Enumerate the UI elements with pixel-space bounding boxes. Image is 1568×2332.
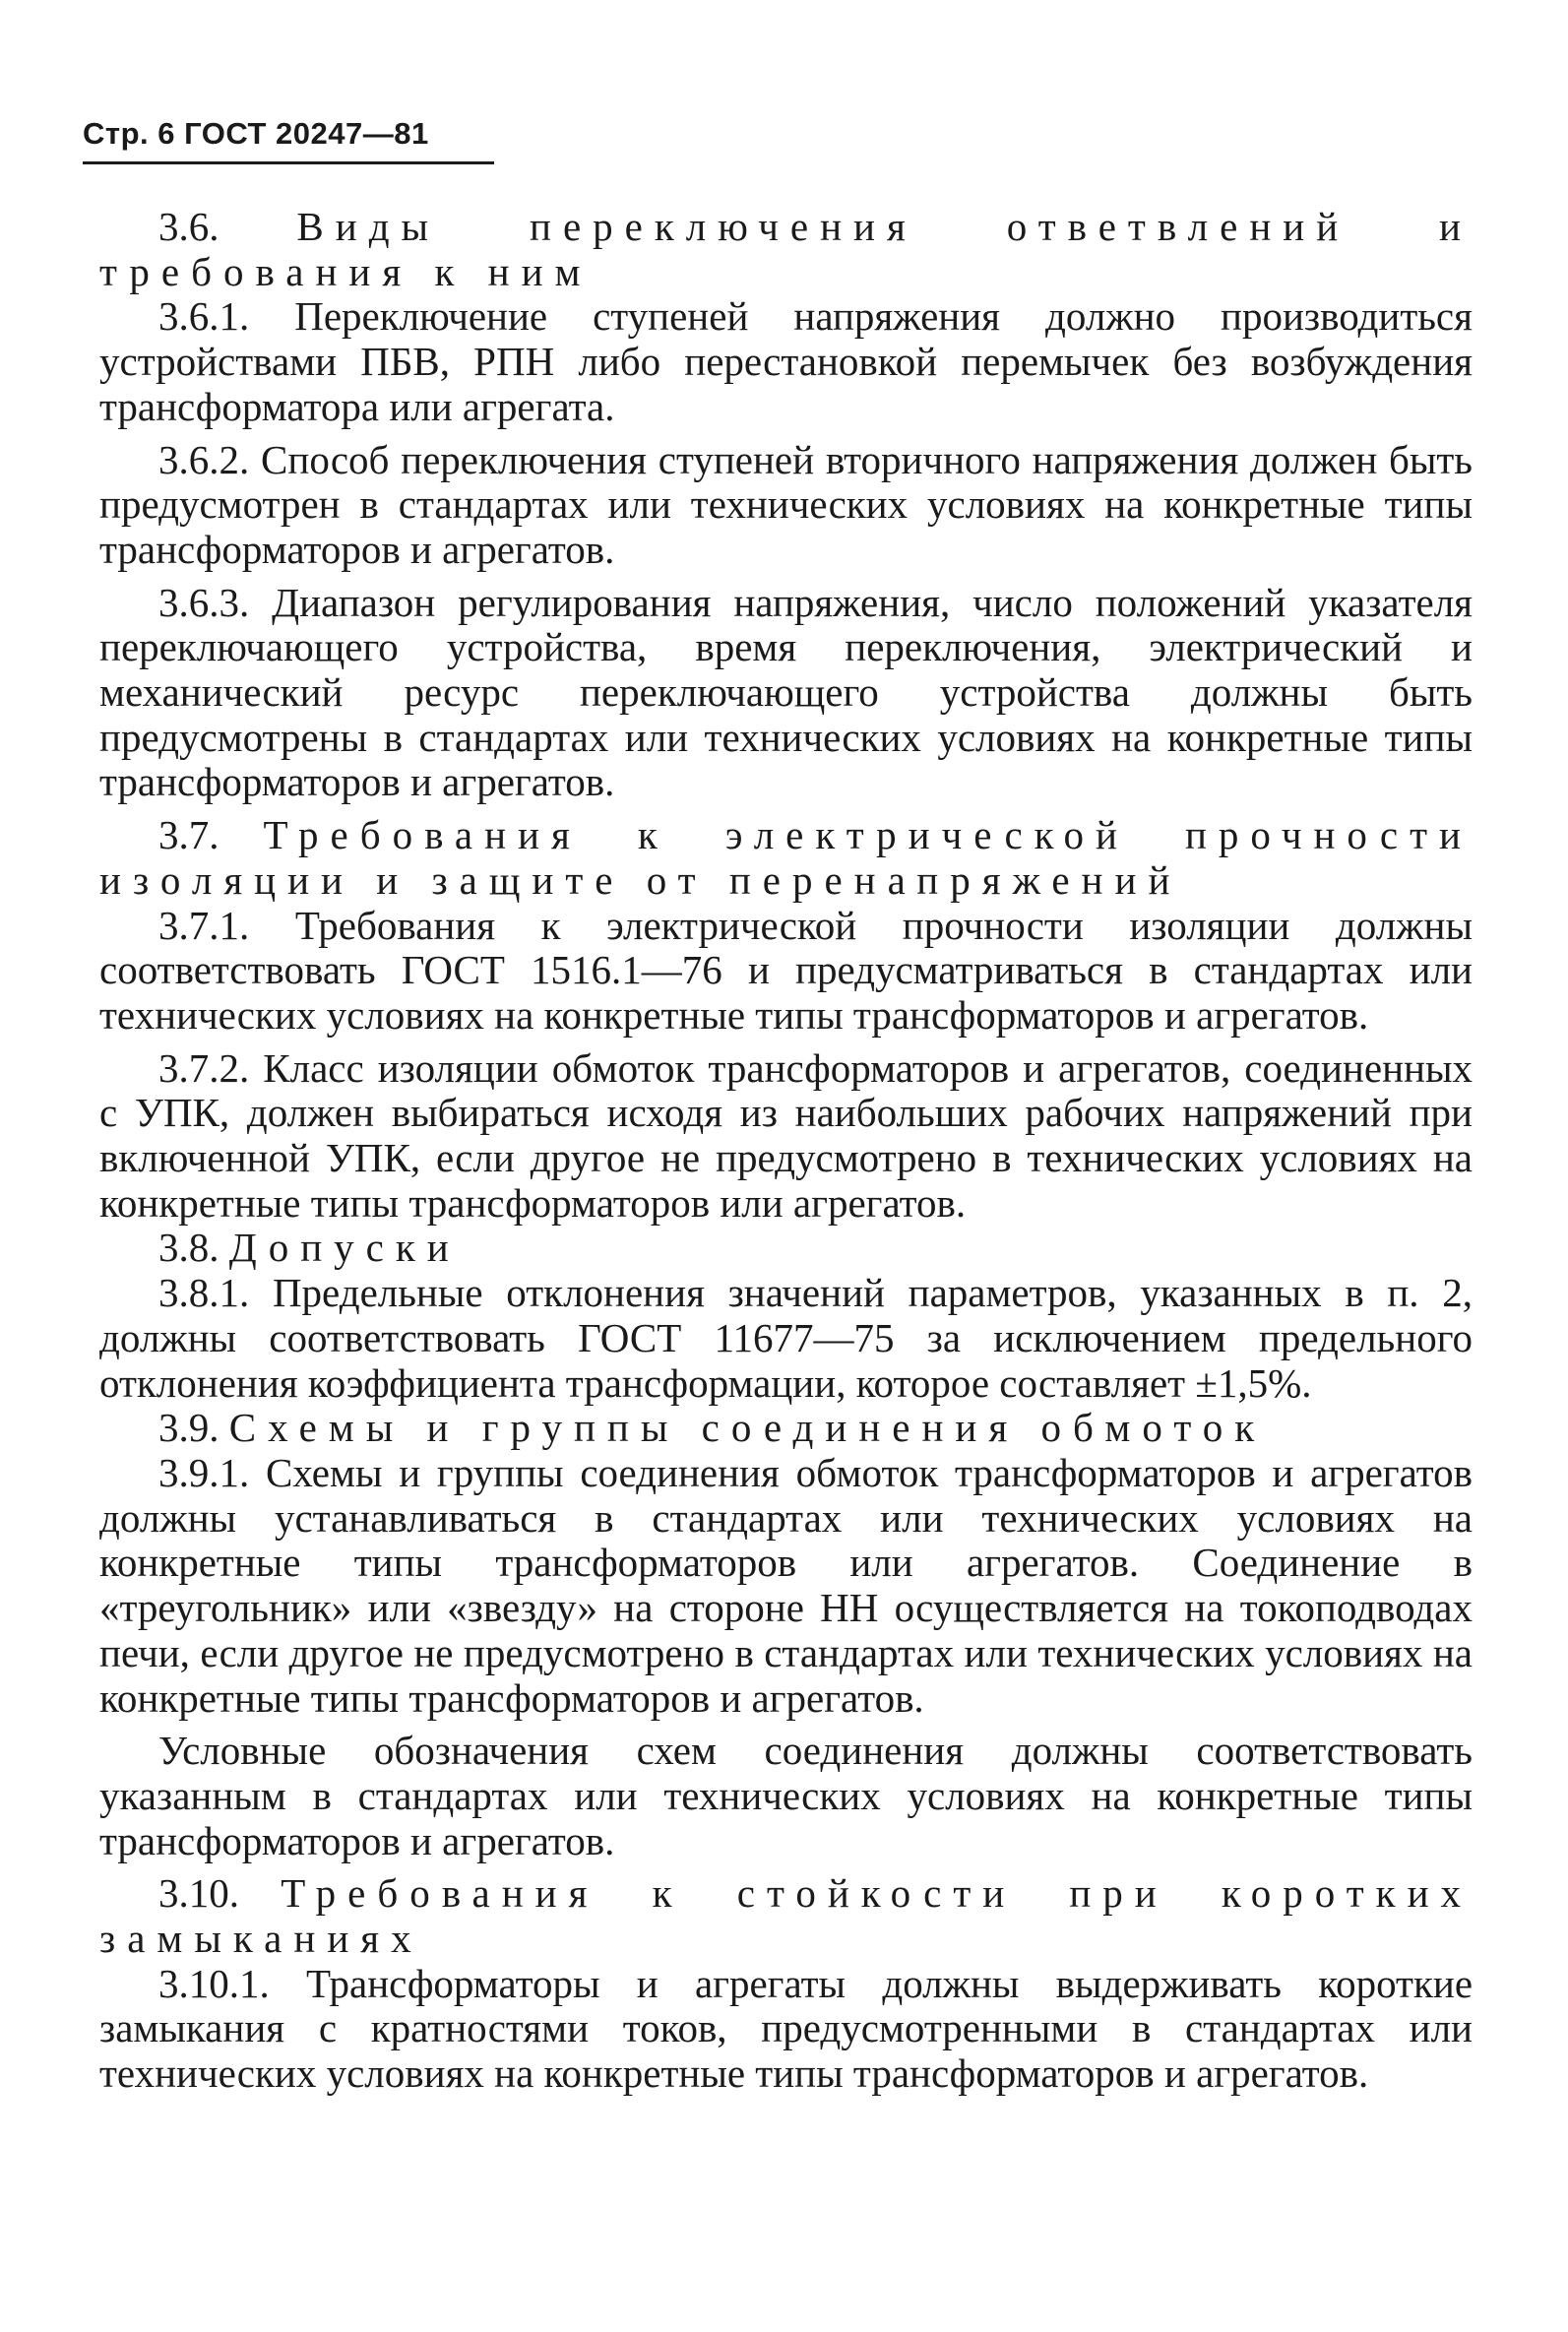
clause-paragraph	[99, 904, 1473, 1039]
clause-text: Требования к электрической прочности изоляции должны соответствовать ГОСТ 1516.1—76 и предусматриваться в стандартах или технических условиях на конкретные типы трансформаторов и агрегатов.	[99, 902, 1473, 1038]
section-title: Схемы и группы соединения обмоток	[228, 1405, 1267, 1451]
section-number: 3.8.	[158, 1225, 220, 1271]
section-number: 3.9.	[158, 1405, 220, 1451]
clause-paragraph	[99, 1271, 1473, 1406]
clause-number: 3.7.2.	[158, 1044, 250, 1091]
section-number: 3.10.	[158, 1870, 239, 1917]
header-divider	[83, 161, 494, 164]
page-number-label: Стр. 6 ГОСТ 20247—81	[83, 116, 429, 151]
section-title: Требования к электрической прочности изоляции и защите от перенапряжений	[99, 812, 1473, 903]
section-heading	[99, 1406, 1473, 1451]
document-body	[99, 205, 1473, 2097]
clause-number: 3.6.1.	[158, 293, 250, 340]
clause-text: Переключение ступеней напряжения должно производиться устройствами ПБВ, РПН либо перестановкой перемычек без возбуждения трансформатора или агрегата.	[99, 293, 1473, 429]
clause-paragraph	[99, 294, 1473, 429]
clause-paragraph	[99, 1729, 1473, 1863]
clause-text: Диапазон регулирования напряжения, число положений указателя переключающего устройства, время переключения, электрический и механический ресурс переключающего устройства должны быть предусмотрены в стандартах или технических условиях на конкретные типы трансформаторов и агрегатов.	[99, 579, 1474, 805]
clause-number: 3.7.1.	[158, 902, 250, 948]
clause-text: Способ переключения ступеней вторичного напряжения должен быть предусмотрен в стандартах или технических условиях на конкретные типы трансформаторов и агрегатов.	[99, 436, 1474, 572]
section-number: 3.6.	[158, 204, 220, 249]
section-title: Виды переключения ответвлений и требования к ним	[99, 204, 1473, 294]
clause-paragraph	[99, 1046, 1473, 1227]
clause-paragraph	[99, 581, 1473, 806]
clause-text: Условные обозначения схем соединения должны соответствовать указанным в стандартах или технических условиях на конкретные типы трансформаторов и агрегатов.	[99, 1728, 1473, 1863]
clause-text: Схемы и группы соединения обмоток трансформаторов и агрегатов должны устанавливаться в стандартах или технических условиях на конкретные типы трансформаторов или агрегатов. Соединение в «треугольник» или «звезду» на стороне НН осуществляется на токоподводах печи, если другое не предусмотрено в стандартах или технических условиях на конкретные типы трансформаторов и агрегатов.	[99, 1449, 1473, 1721]
section-heading	[99, 205, 1473, 294]
clause-number: 3.6.2.	[158, 436, 250, 482]
clause-paragraph	[99, 1962, 1473, 2097]
section-heading	[99, 1226, 1473, 1271]
clause-text: Трансформаторы и агрегаты должны выдерживать короткие замыкания с кратностями токов, предусмотренными в стандартах или технических условиях на конкретные типы трансформаторов и агрегатов.	[99, 1960, 1474, 2097]
page-header	[83, 116, 496, 164]
section-title: Требования к стойкости при коротких замыканиях	[99, 1870, 1474, 1962]
section-number: 3.7.	[158, 812, 220, 858]
clause-number: 3.10.1.	[158, 1960, 270, 2006]
clause-number: 3.6.3.	[158, 579, 250, 625]
section-heading	[99, 813, 1473, 903]
clause-paragraph	[99, 438, 1473, 573]
section-heading	[99, 1871, 1473, 1961]
clause-number: 3.8.1.	[158, 1270, 250, 1316]
clause-text: Класс изоляции обмоток трансформаторов и агрегатов, соединенных с УПК, должен выбираться исходя из наибольших рабочих напряжений при включенной УПК, если другое не предусмотрено в технических условиях на конкретные типы трансформаторов или агрегатов.	[99, 1044, 1474, 1226]
clause-text: Предельные отклонения значений параметров, указанных в п. 2, должны соответствовать ГОСТ 11677—75 за исключением предельного отклонения коэффициента трансформации, которое составляет ±1,5%.	[99, 1270, 1473, 1406]
section-title: Допуски	[228, 1225, 461, 1271]
clause-number: 3.9.1.	[158, 1449, 250, 1495]
clause-paragraph	[99, 1451, 1473, 1721]
